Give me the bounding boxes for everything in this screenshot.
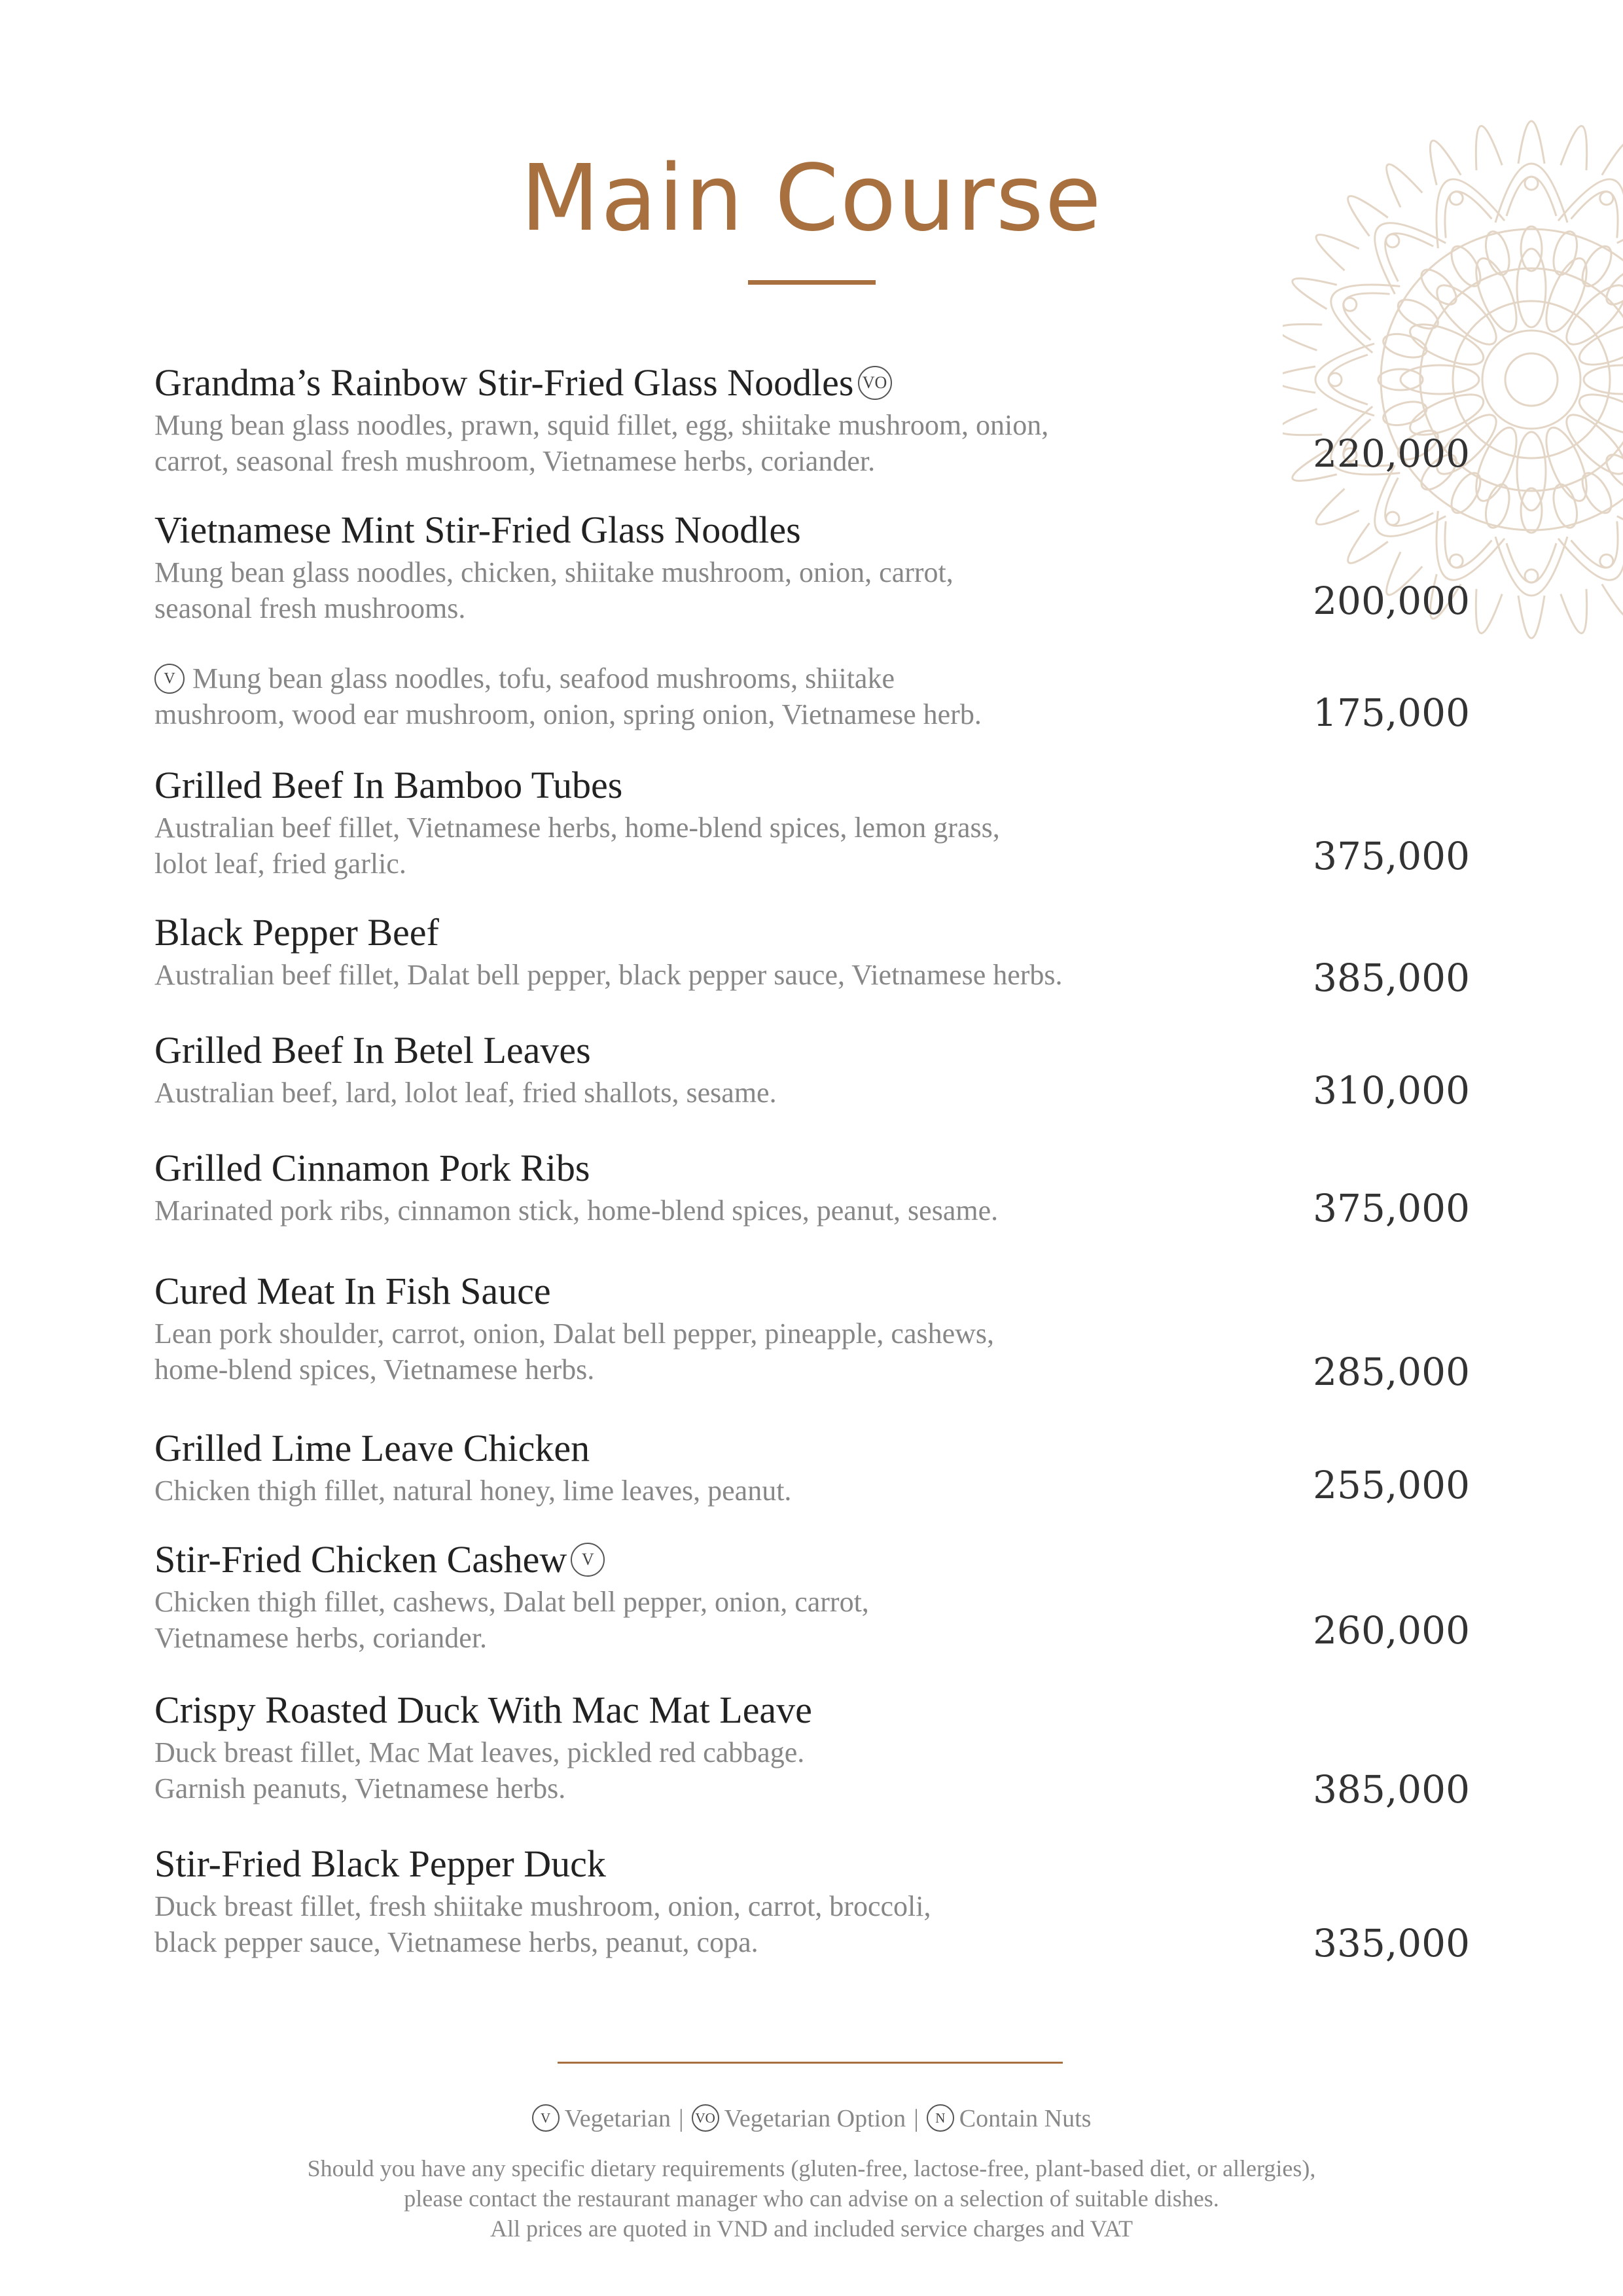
dish-name: Grilled Beef In Betel Leaves [154,1029,591,1071]
description-line: Garnish peanuts, Vietnamese herbs. [154,1772,566,1804]
menu-item [154,1147,1470,1229]
dish-price: 175,000 [1313,691,1470,735]
dish-description [154,660,1169,732]
dish-description [154,810,1169,882]
dish-price: 200,000 [1313,579,1470,623]
dish-name [154,1538,1470,1581]
dish-price: 285,000 [1313,1350,1470,1394]
dish-description [154,1584,1169,1656]
dish-name: Stir-Fried Black Pepper Duck [154,1842,606,1885]
dish-description [154,1888,1169,1960]
legend-separator: | [914,2105,919,2132]
dish-description [154,554,1169,626]
dish-description [154,1734,1169,1806]
dish-price: 220,000 [1313,431,1470,476]
vegetarian-badge-icon: V [154,664,185,694]
dish-name: Grilled Cinnamon Pork Ribs [154,1147,590,1189]
description-line: mushroom, wood ear mushroom, onion, spring onion, Vietnamese herb. [154,698,982,730]
description-line: Duck breast fillet, fresh shiitake mushroom, onion, carrot, broccoli, [154,1890,931,1922]
description-line: Australian beef fillet, Vietnamese herbs, home-blend spices, lemon grass, [154,812,1000,844]
description-line: Marinated pork ribs, cinnamon stick, home-blend spices, peanut, sesame. [154,1194,999,1227]
title-divider [748,280,876,285]
description-text: Mung bean glass noodles, tofu, seafood mushrooms, shiitake [192,662,895,694]
description-line: Chicken thigh fillet, cashews, Dalat bell pepper, onion, carrot, [154,1586,869,1618]
description-line: Lean pork shoulder, carrot, onion, Dalat bell pepper, pineapple, cashews, [154,1318,995,1350]
description-line: carrot, seasonal fresh mushroom, Vietnamese herbs, coriander. [154,445,876,477]
dish-price: 385,000 [1313,1767,1470,1812]
dish-name-text: Grandma’s Rainbow Stir-Fried Glass Noodles [154,361,854,404]
dish-description [154,957,1332,993]
dish-price: 375,000 [1313,1186,1470,1230]
menu-item [154,1689,1470,1812]
vegetarian-option-badge-icon: VO [858,366,892,400]
description-line: black pepper sauce, Vietnamese herbs, peanut, copa. [154,1926,758,1958]
dish-description [154,1193,1169,1229]
dish-name: Black Pepper Beef [154,911,439,954]
page-title: Main Course [520,145,1103,252]
menu-item [154,764,1470,882]
note-line: All prices are quoted in VND and included service charges and VAT [490,2215,1133,2242]
menu-item [154,509,1470,626]
vegetarian-badge-icon: V [532,2104,560,2132]
menu-item [154,911,1470,1000]
dish-price: 310,000 [1313,1068,1470,1113]
dish-price: 375,000 [1313,834,1470,878]
legend-separator: | [679,2105,684,2132]
dish-price: 385,000 [1313,956,1470,1000]
dish-name: Grilled Beef In Bamboo Tubes [154,764,623,806]
note-line: Should you have any specific dietary requirements (gluten-free, lactose-free, plant-based diet, or allergies), [307,2155,1316,2181]
dish-description [154,1075,1169,1111]
vegetarian-option-badge-icon: VO [692,2104,719,2132]
footer-divider [558,2062,1063,2064]
legend-nuts-label: Contain Nuts [959,2105,1092,2132]
dish-name: Cured Meat In Fish Sauce [154,1270,551,1312]
note-line: please contact the restaurant manager who can advise on a selection of suitable dishes. [404,2185,1219,2212]
description-line: seasonal fresh mushrooms. [154,592,466,624]
description-line: Mung bean glass noodles, prawn, squid fillet, egg, shiitake mushroom, onion, [154,409,1049,441]
menu-item [154,1427,1470,1509]
dish-description [154,407,1169,479]
legend-vegetarian-label: Vegetarian [564,2105,671,2132]
description-line: Vietnamese herbs, coriander. [154,1622,488,1654]
nuts-badge-icon: N [927,2104,954,2132]
dietary-legend [0,2104,1623,2134]
description-line: Australian beef, lard, lolot leaf, fried shallots, sesame. [154,1077,777,1109]
description-line: Chicken thigh fillet, natural honey, lime leaves, peanut. [154,1475,792,1507]
description-line: Australian beef fillet, Dalat bell pepper, black pepper sauce, Vietnamese herbs. [154,959,1063,991]
menu-item [154,1842,1470,1965]
menu-item [154,361,1470,479]
menu-item-variant [154,658,1470,735]
dish-price: 255,000 [1313,1463,1470,1507]
description-line: Mung bean glass noodles, chicken, shiitake mushroom, onion, carrot, [154,556,954,588]
dish-name: Vietnamese Mint Stir-Fried Glass Noodles [154,509,801,551]
dish-price: 260,000 [1313,1608,1470,1653]
dish-description [154,1316,1169,1388]
dish-description [154,1473,1169,1509]
vegetarian-badge-icon: V [571,1543,605,1577]
dietary-note [0,2153,1623,2244]
dish-name: Grilled Lime Leave Chicken [154,1427,590,1469]
description-line: home-blend spices, Vietnamese herbs. [154,1354,595,1386]
description-line: Duck breast fillet, Mac Mat leaves, pickled red cabbage. [154,1736,805,1768]
dish-name-text: Stir-Fried Chicken Cashew [154,1538,567,1581]
description-line [154,660,1169,696]
dish-price: 335,000 [1313,1921,1470,1965]
menu-item [154,1538,1470,1656]
dish-name [154,361,1470,404]
legend-vegetarian-option-label: Vegetarian Option [724,2105,906,2132]
menu-item [154,1029,1470,1111]
description-line: lolot leaf, fried garlic. [154,848,406,880]
dish-name: Crispy Roasted Duck With Mac Mat Leave [154,1689,812,1731]
menu-item [154,1270,1470,1394]
